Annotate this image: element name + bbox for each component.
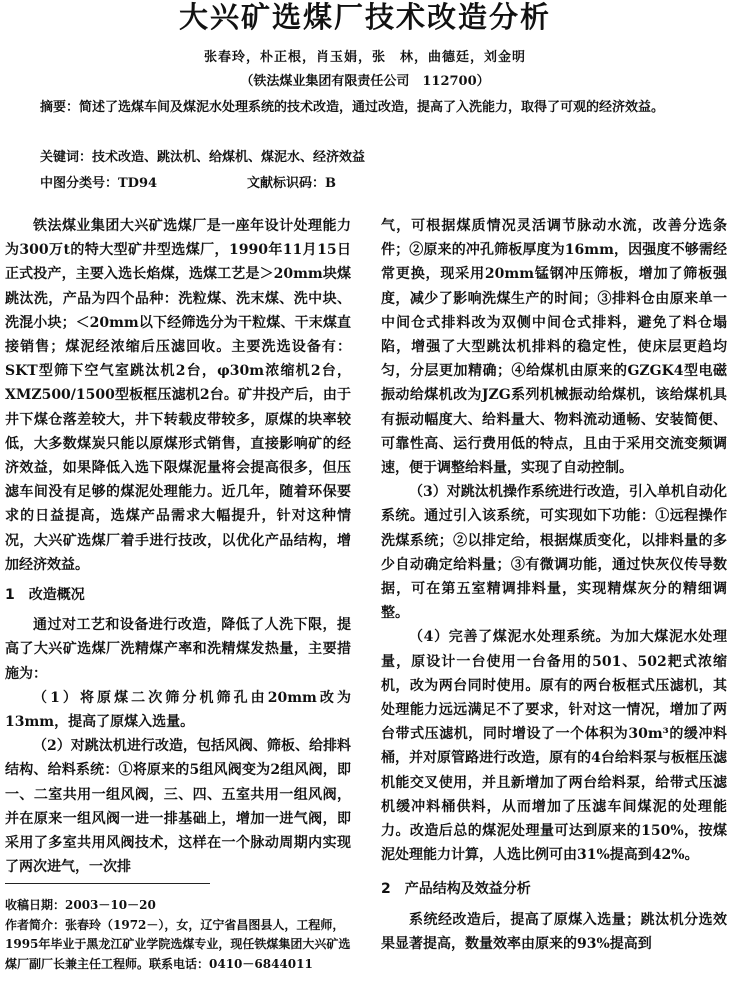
section-heading-2: 2 产品结构及效益分析 [381,881,531,898]
paragraph: （3）对跳汰机操作系统进行改造，引入单机自动化系统。通过引入该系统，可实现如下功能：①远程操作洗煤系统；②以排定给，根据煤质变化，以排料量的多少自动确定给料量；③有微调功能，通过快灰仪传导数据，可在第五室精调排料量，实现精煤灰分的精细调整。 [381,484,727,622]
left-column [5,214,351,879]
received-date: 收稿日期：2003－10－20 [5,898,156,912]
affiliation: （铁法煤业集团有限责任公司 112700） [240,74,490,89]
intro-paragraph: 铁法煤业集团大兴矿选煤厂是一座年设计处理能力为300万t的特大型矿井型选煤厂，1990年11月15日正式投产，主要入选长焰煤，选煤工艺是＞20mm块煤跳汰洗，产品为四个品种：洗粒煤、洗末煤、洗中块、洗混小块；＜20mm以下经筛选分为干粒煤、干末煤直接销售；煤泥经浓缩后压滤回收。主要洗选设备有：SKT型筛下空气室跳汰机2台，φ30m浓缩机2台，XMZ500/1500型板框压滤机2台。矿井投产后，由于井下煤仓落差较大，井下转载皮带较多，原煤的块率较低，大多数煤炭只能以原煤形式销售，直接影响矿的经济效益，如果降低入选下限煤泥量将会提高很多，但压滤车间没有足够的煤泥处理能力。近几年，随着环保要求的日益提高，选煤产品需求大幅提升，针对这种情况，大兴矿选煤厂着手进行技改，以优化产品结构，增加经济效益。 [5,218,351,573]
author-list: 张春玲，朴正根，肖玉娟，张 林，曲德廷，刘金明 [203,50,526,65]
clc-number: 中图分类号：TD94 [40,176,158,191]
paragraph: 系统经改造后，提高了原煤入选量；跳汰机分选效果显著提高，数量效率由原来的93%提高到 [381,911,727,952]
abstract: 摘要：简述了选煤车间及煤泥水处理系统的技术改造，通过改造，提高了入洗能力，取得了可观的经济效益。 [40,100,665,115]
footnote-divider [5,883,210,884]
section-heading-1: 1 改造概况 [5,587,85,604]
author-bio: 作者简介：张春玲（1972－），女，辽宁省昌图县人，工程师，1995年毕业于黑龙江矿业学院选煤专业，现任铁煤集团大兴矿选煤厂副厂长兼主任工程师。联系电话：0410－6844011 [5,917,351,971]
keywords: 关键词：技术改造、跳汰机、给煤机、煤泥水、经济效益 [40,150,366,165]
paragraph: 通过对工艺和设备进行改造，降低了人洗下限，提高了大兴矿选煤厂洗精煤产率和洗精煤发热量，主要措施为： [5,617,351,682]
classification-row [40,172,700,196]
paragraph: （4）完善了煤泥水处理系统。为加大煤泥水处理量，原设计一台使用一台备用的501、502耙式浓缩机，改为两台同时使用。原有的两台板框式压滤机，其处理能力远远满足不了要求，针对这一情况，增加了两台带式压滤机，同时增设了一个体积为30m³的缓冲料桶，并对原管路进行改造，原有的4台给料泵与板框压滤机能交叉使用，并且新增加了两台给料泵，给带式压滤机缓冲料桶供料，从而增加了压滤车间煤泥的处理能力。改造后总的煤泥处理量可达到原来的150%，按煤泥处理能力计算，人选比例可由31%提高到42%。 [381,629,727,864]
right-column [381,214,727,956]
paragraph: （1）将原煤二次筛分机筛孔由20mm改为13mm，提高了原煤入选量。 [5,689,351,731]
footnote [5,896,355,974]
paper-title: 大兴矿选煤厂技术改造分析 [178,0,551,34]
document-code: 文献标识码：B [247,176,337,191]
paragraph: （2）对跳汰机进行改造，包括风阀、筛板、给排料结构、给料系统：①将原来的5组风阀变为2组风阀，即一、二室共用一组风阀，三、四、五室共用一组风阀，并在原来一组风阀一进一排基础上，增加一进气阀，即采用了多室共用风阀技术，这样在一个脉动周期内实现了两次进气，一次排 [5,738,351,876]
paragraph: 气，可根据煤质情况灵活调节脉动水流，改善分选条件；②原来的冲孔筛板厚度为16mm，因强度不够需经常更换，现采用20mm锰钢冲压筛板，增加了筛板强度，减少了影响洗煤生产的时间；③排料仓由原来单一中间仓式排料改为双侧中间仓式排料，避免了料仓塌陷，增强了大型跳汰机排料的稳定性，使床层更趋均匀，分层更加精确；④给煤机由原来的GZGK4型电磁振动给煤机改为JZG系列机械振动给煤机，该给煤机具有振动幅度大、给料量大、物料流动通畅、安装简便、可靠性高、运行费用低的特点，且由于采用交流变频调速，便于调整给料量，实现了自动控制。 [381,218,727,477]
